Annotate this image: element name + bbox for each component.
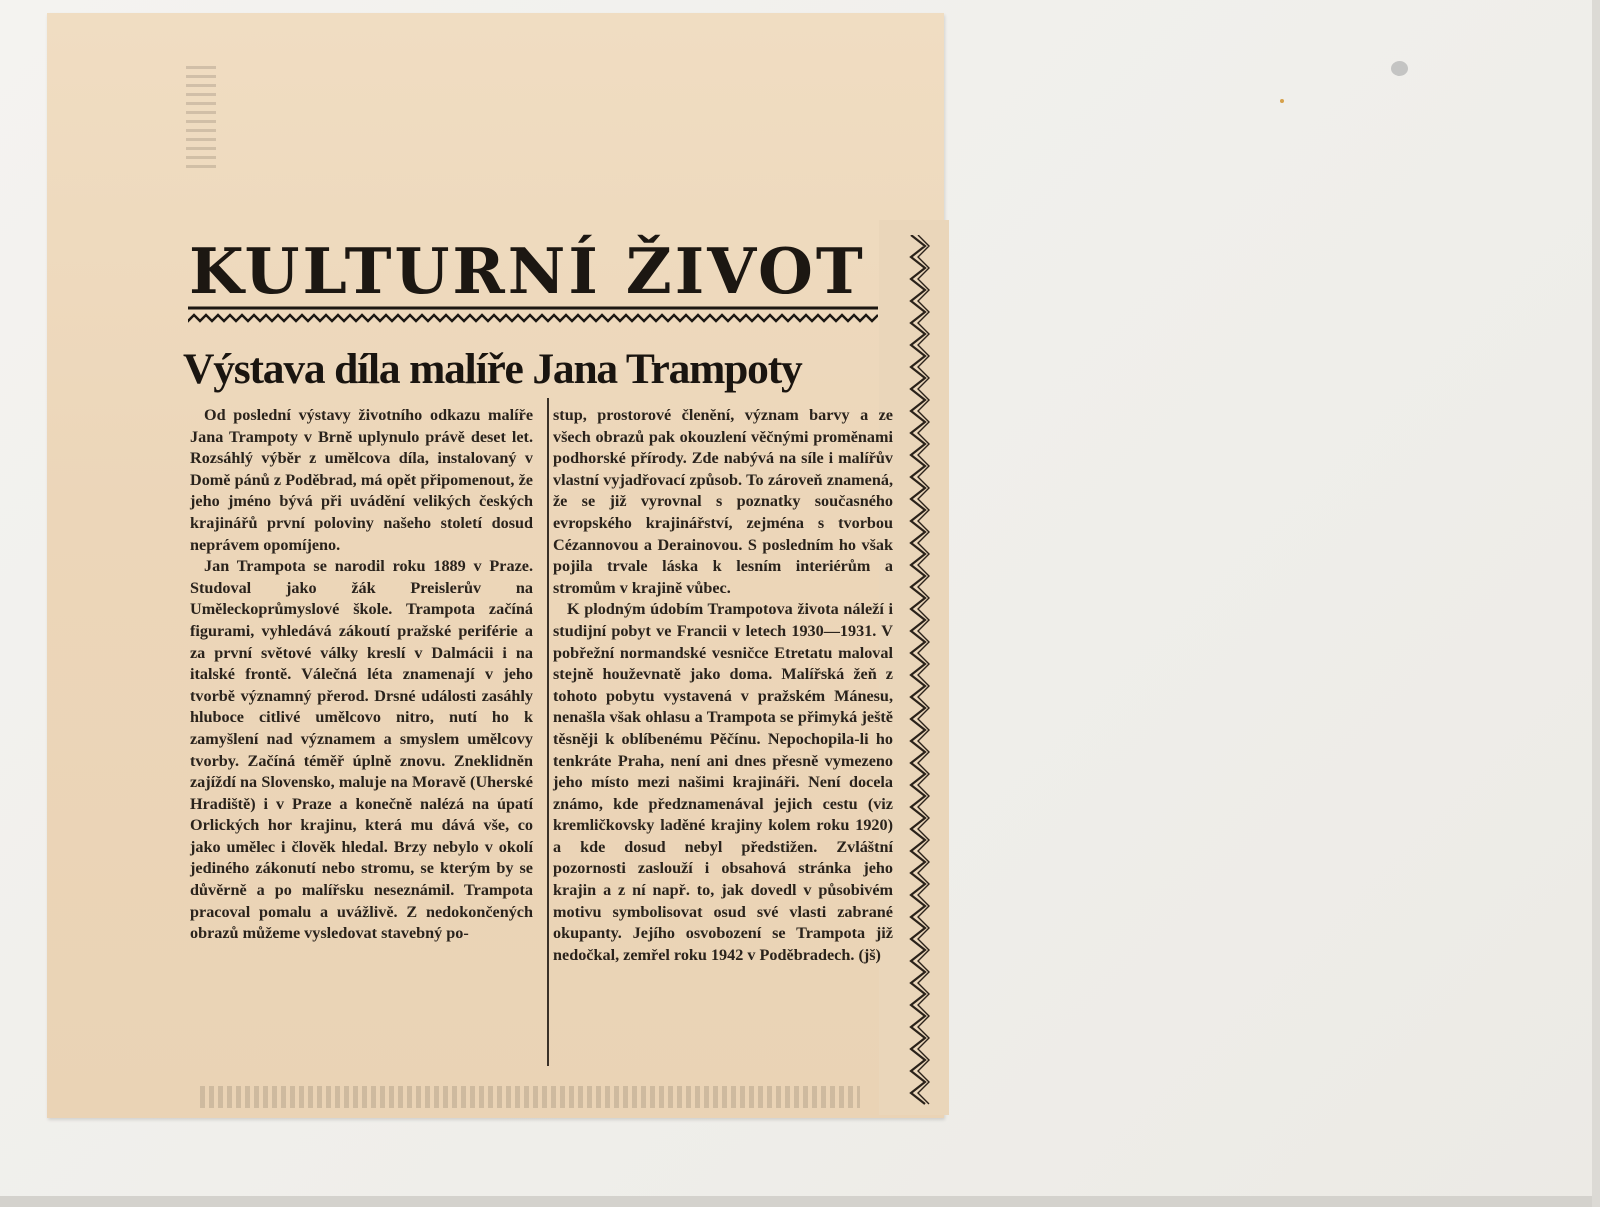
card-bottom-edge [0,1196,1600,1207]
article-column-right [553,405,893,966]
paragraph: Jan Trampota se narodil roku 1889 v Praze. Studoval jako žák Preislerův na Uměleckoprůmyslové škole. Trampota začíná figurami, vyhledává zákoutí pražské periférie a za první světové války kreslí v Dalmácii i na italské frontě. Válečná léta znamenají v jeho tvorbě významný přerod. Drsné události zasáhly hluboce citlivé umělcovo nitro, nutí ho k zamyšlení nad významem a smyslem umělcovy tvorby. Začíná téměř úplně znovu. Zneklidněn zajíždí na Slovensko, maluje na Moravě (Uherské Hradiště) i v Praze a konečně nalézá na úpatí Orlických hor krajinu, která mu dává vše, co jako umělec i člověk hledal. Brzy nebylo v okolí jediného zákonutí nebo stromu, se kterým by se důvěrně a po malířsku neseznámil. Trampota pracoval pomalu a uvážlivě. Z nedokončených obrazů můžeme vysledovat stavebný po- [190,557,533,943]
card-right-edge [1592,0,1600,1207]
bleed-through-marks [186,60,216,230]
article-column-left [190,405,533,945]
paragraph: K plodným údobím Trampotova života náleží i studijní pobyt ve Francii v letech 1930—1931. V pobřežní normandské vesničce Etretatu maloval stejně houževnatě jako doma. Malířská žeň z tohoto pobytu vystavená v pražském Mánesu, nenašla však ohlasu a Trampota se přimyká ještě těsněji k oblíbenému Pěčínu. Nepochopila-li ho tenkráte Praha, není ani dnes přesně vymezeno jeho místo mezi našimi krajináři. Není docela známo, kde předznamenával jejich cestu (viz kremličkovsky laděné krajiny kolem roku 1920) a kde dosud nebyl předstižen. Zvláštní pozornosti zaslouží i obsahová stránka jeho krajin a z ní např. to, jak dovedl v působivém motivu symbolisovat osud své vlasti zabrané okupanty. Jejího osvobození se Trampota již nedočkal, zemřel roku 1942 v Poděbradech. (jš) [553,600,893,964]
paragraph: stup, prostorové členění, význam barvy a ze všech obrazů pak okouzlení věčnými proměnami podhorské přírody. Zde nabývá na síle i malířův vlastní vyjadřovací způsob. To zároveň znamená, že se již vyrovnal s poznatky současného evropského krajinářství, zejména s tvorbou Cézannovou a Derainovou. S posledním ho však pojila trvale láska k lesním interiérům a stromům v krajině vůbec. [553,406,893,597]
column-divider [547,398,549,1066]
section-title: KULTURNÍ ŽIVOT [189,234,866,308]
card-spot [1391,61,1408,76]
next-article-bleed [200,1086,860,1108]
decorative-border-zigzag [905,235,931,1113]
card-speck [1280,99,1284,103]
paragraph: Od poslední výstavy životního odkazu malíře Jana Trampoty v Brně uplynulo právě deset let. Rozsáhlý výběr z umělcova díla, instalovaný v Domě pánů z Poděbrad, má opět připomenout, že jeho jméno bývá při uvádění velikých českých krajinářů první poloviny našeho století dosud neprávem opomíjeno. [190,406,533,554]
decorative-rule [188,305,878,331]
article-headline: Výstava díla malíře Jana Trampoty [183,345,802,393]
